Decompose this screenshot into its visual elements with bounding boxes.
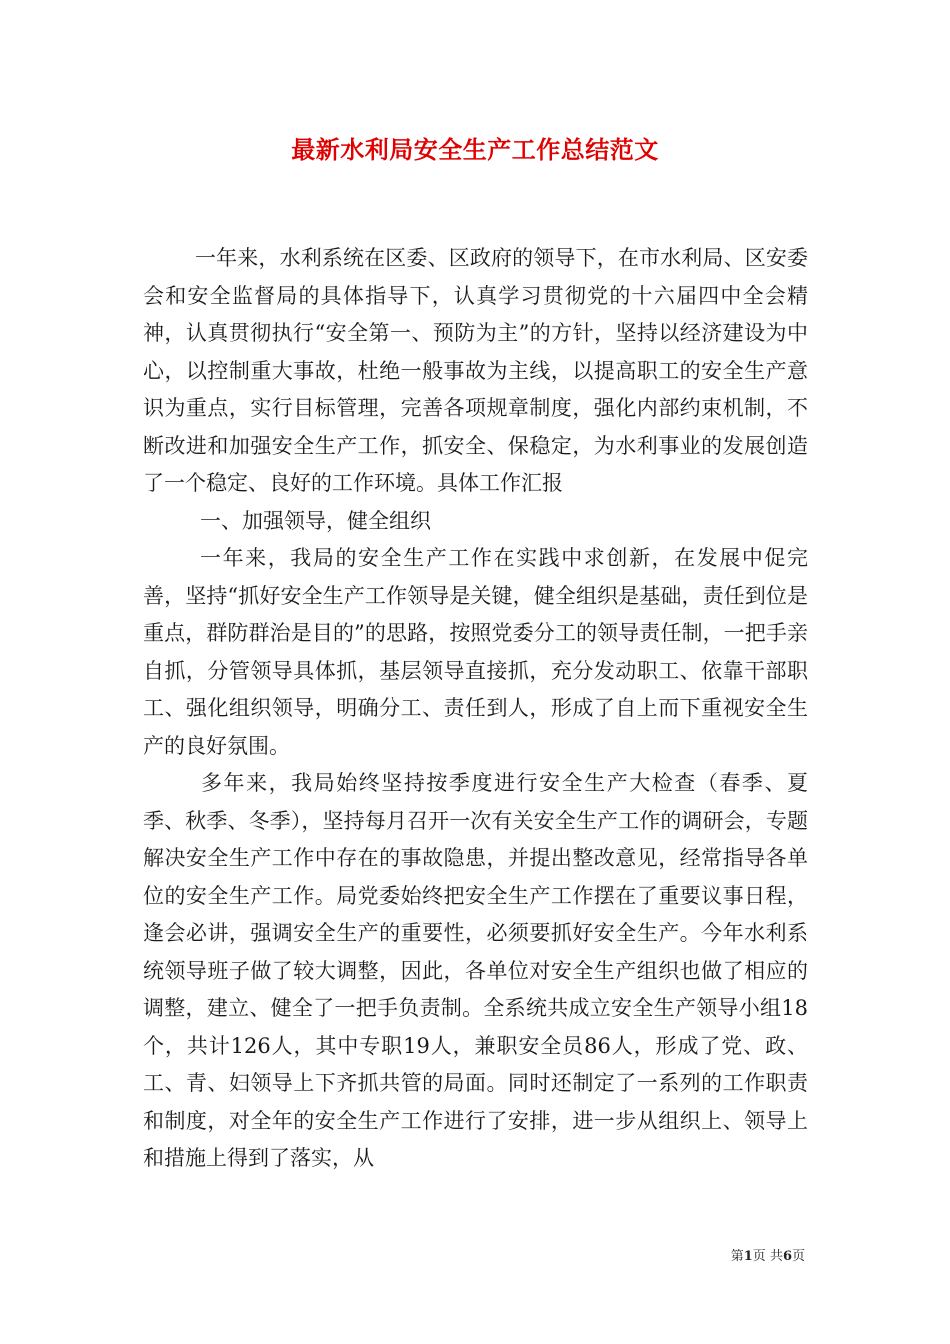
page-number-footer	[731, 1248, 805, 1266]
paragraph-leadership: 一年来，我局的安全生产工作在实践中求创新，在发展中促完善，坚持“抓好安全生产工作领导是关键，健全组织是基础，责任到位是重点，群防群治是目的”的思路，按照党委分工的领导责任制，一把手亲自抓，分管领导具体抓，基层领导直接抓，充分发动职工、依靠干部职工、强化组织领导，明确分工、责任到人，形成了自上而下重视安全生产的良好氛围。	[143, 546, 808, 758]
footer-suffix: 页	[791, 1249, 805, 1264]
paragraph-intro: 一年来，水利系统在区委、区政府的领导下，在市水利局、区安委会和安全监督局的具体指导下，认真学习贯彻党的十六届四中全会精神，认真贯彻执行“安全第一、预防为主”的方针，坚持以经济建设为中心，以控制重大事故，杜绝一般事故为主线，以提高职工的安全生产意识为重点，实行目标管理，完善各项规章制度，强化内部约束机制，不断改进和加强安全生产工作，抓安全、保稳定，为水利事业的发展创造了一个稳定、良好的工作环境。具体工作汇报	[143, 246, 808, 495]
footer-total-pages: 6	[782, 1249, 792, 1264]
footer-prefix: 第	[730, 1249, 744, 1264]
section-heading-1: 一、加强领导，健全组织	[200, 508, 431, 533]
paragraph-inspections: 多年来，我局始终坚持按季度进行安全生产大检查（春季、夏季、秋季、冬季），坚持每月召开一次有关安全生产工作的调研会，专题解决安全生产工作中存在的事故隐患，并提出整改意见，经常指导各单位的安全生产工作。局党委始终把安全生产工作摆在了重要议事日程，逢会必讲，强调安全生产的重要性，必须要抓好安全生产。今年水利系统领导班子做了较大调整，因此，各单位对安全生产组织也做了相应的调整，建立、健全了一把手负责制。全系统共成立安全生产领导小组18个，共计126人，其中专职19人，兼职安全员86人，形成了党、政、工、青、妇领导上下齐抓共管的局面。同时还制定了一系列的工作职责和制度，对全年的安全生产工作进行了安排，进一步从组织上、领导上和措施上得到了落实，从	[143, 771, 808, 1170]
document-body	[143, 240, 808, 1178]
footer-current-page: 1	[743, 1249, 753, 1264]
document-title: 最新水利局安全生产工作总结范文	[291, 135, 659, 164]
footer-middle: 页 共	[752, 1249, 783, 1264]
